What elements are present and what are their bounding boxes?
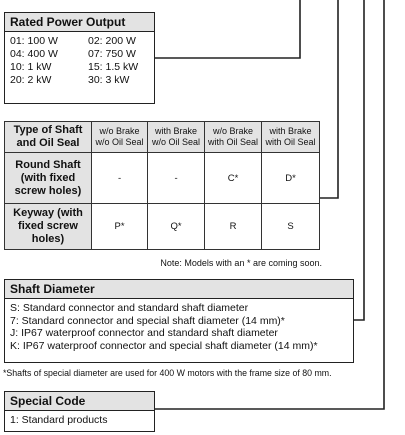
special-code-title: Special Code (5, 392, 154, 411)
table-cell: Q* (148, 204, 205, 250)
rated-power-box (4, 12, 155, 104)
list-item: 1: Standard products (10, 414, 108, 426)
table-cell: D* (262, 153, 320, 204)
table-row (5, 204, 320, 250)
list-item: K: IP67 waterproof connector and special shaft diameter (14 mm)* (10, 339, 318, 352)
shaft-type-table (4, 121, 320, 250)
rated-power-item: 10: 1 kW (10, 61, 52, 73)
list-item: J: IP67 waterproof connector and standard shaft diameter (10, 327, 278, 339)
list-item: 7: Standard connector and special shaft diameter (14 mm)* (10, 314, 285, 327)
column-header: with Brake w/o Oil Seal (148, 122, 205, 153)
row-header: Round Shaft (with fixed screw holes) (5, 153, 92, 204)
rated-power-item: 02: 200 W (88, 35, 136, 47)
rated-power-title: Rated Power Output (5, 13, 154, 32)
rated-power-item: 20: 2 kW (10, 74, 52, 86)
row-header: Keyway (with fixed screw holes) (5, 204, 92, 250)
table-cell: S (262, 204, 320, 250)
column-header: w/o Brake w/o Oil Seal (92, 122, 148, 153)
special-code-box (4, 391, 155, 432)
column-header: w/o Brake with Oil Seal (205, 122, 262, 153)
special-diameter-footnote: *Shafts of special diameter are used for 400 W motors with the frame size of 80 mm. (3, 368, 332, 378)
shaft-diameter-title: Shaft Diameter (5, 280, 353, 299)
rated-power-item: 15: 1.5 kW (88, 61, 139, 73)
rated-power-item: 07: 750 W (88, 48, 136, 60)
rated-power-item: 30: 3 kW (88, 74, 130, 86)
shaft-diameter-list (5, 299, 353, 352)
rated-power-list (5, 32, 154, 86)
column-header: with Brake with Oil Seal (262, 122, 320, 153)
rated-power-item: 01: 100 W (10, 35, 58, 47)
table-corner-header: Type of Shaft and Oil Seal (5, 122, 92, 153)
shaft-diameter-box (4, 279, 354, 363)
list-item: S: Standard connector and standard shaft diameter (10, 302, 249, 314)
table-cell: R (205, 204, 262, 250)
coming-soon-note: Note: Models with an * are coming soon. (160, 258, 322, 268)
table-cell: C* (205, 153, 262, 204)
table-cell: P* (92, 204, 148, 250)
table-row (5, 153, 320, 204)
table-cell: - (92, 153, 148, 204)
rated-power-item: 04: 400 W (10, 48, 58, 60)
table-cell: - (148, 153, 205, 204)
